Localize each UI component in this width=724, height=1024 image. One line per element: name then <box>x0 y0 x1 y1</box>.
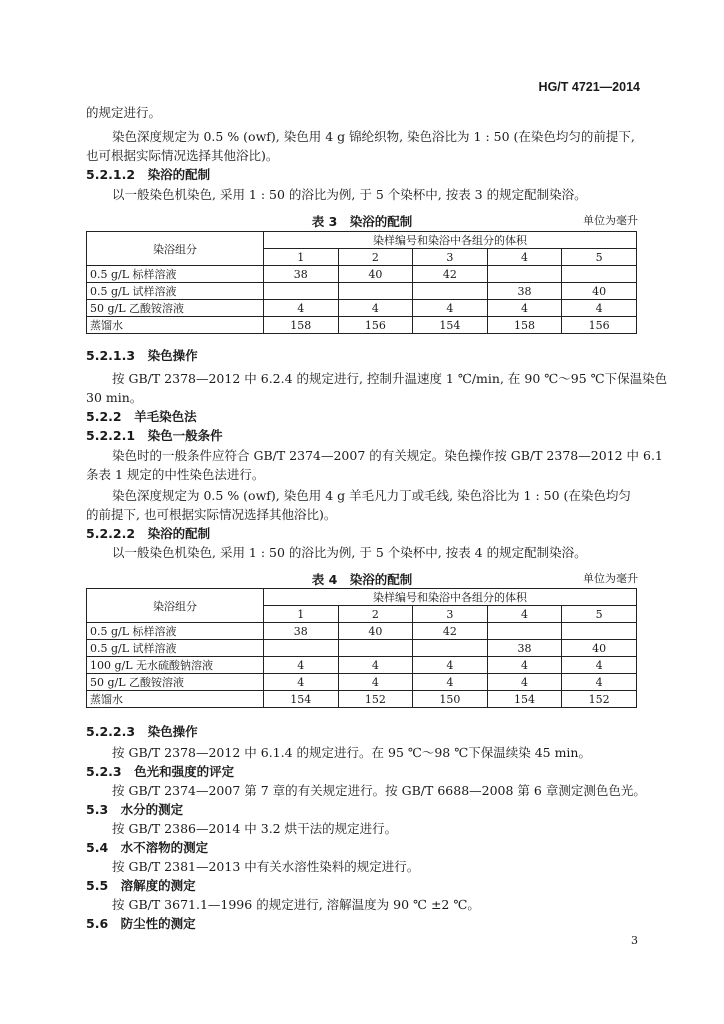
body-text: 也可根据实际情况选择其他浴比)。 <box>86 148 279 163</box>
column-number: 2 <box>338 249 413 266</box>
table-cell: 38 <box>264 266 339 283</box>
section-heading-5-2-2-2 <box>86 525 210 543</box>
body-text: 按 GB/T 3671.1—1996 的规定进行, 溶解温度为 90 ℃ ±2 ℃。 <box>112 897 480 912</box>
section-title: 染浴的配制 <box>147 167 211 182</box>
table-cell: 4 <box>413 300 488 317</box>
column-header: 染浴组分 <box>87 589 264 623</box>
table-cell: 42 <box>413 623 488 640</box>
section-heading-5-2-1-2 <box>86 166 210 184</box>
table-row <box>87 300 637 317</box>
table-title: 表 3 染浴的配制 <box>311 214 413 229</box>
section-title: 色光和强度的评定 <box>134 764 235 779</box>
table-cell: 4 <box>562 300 637 317</box>
row-label: 50 g/L 乙酸铵溶液 <box>87 300 264 317</box>
table-4 <box>86 588 637 708</box>
section-title: 染色一般条件 <box>147 428 223 443</box>
body-text: 30 min。 <box>86 390 143 405</box>
section-number: 5.2.2 <box>86 409 122 424</box>
section-number: 5.2.3 <box>86 764 122 779</box>
body-text: 按 GB/T 2378—2012 中 6.2.4 的规定进行, 控制升温速度 1 ℃/min, 在 90 ℃～95 ℃下保温染色 <box>112 371 668 386</box>
column-header: 染浴组分 <box>87 232 264 266</box>
table-cell: 42 <box>413 266 488 283</box>
section-heading-5-2-3 <box>86 763 234 781</box>
table-cell: 4 <box>562 657 637 674</box>
section-heading-5-3 <box>86 801 183 819</box>
section-title: 羊毛染色法 <box>134 409 197 424</box>
table-row <box>87 317 637 334</box>
body-text: 按 GB/T 2374—2007 第 7 章的有关规定进行。按 GB/T 6688—2008 第 6 章测定测色色光。 <box>112 783 646 798</box>
table-cell: 156 <box>338 317 413 334</box>
section-heading-5-5 <box>86 877 196 895</box>
table-cell: 150 <box>413 691 488 708</box>
table-cell: 38 <box>487 640 562 657</box>
table-cell <box>413 640 488 657</box>
section-title: 溶解度的测定 <box>120 878 196 893</box>
table-cell: 4 <box>264 300 339 317</box>
table-cell: 40 <box>338 266 413 283</box>
section-number: 5.6 <box>86 916 109 931</box>
table-cell: 4 <box>338 674 413 691</box>
row-label: 0.5 g/L 试样溶液 <box>87 283 264 300</box>
table-unit: 单位为毫升 <box>583 572 638 585</box>
body-text: 的前提下, 也可根据实际情况选择其他浴比)。 <box>86 507 337 522</box>
body-text: 以一般染色机染色, 采用 1 : 50 的浴比为例, 于 5 个染杯中, 按表 4 的规定配制染浴。 <box>112 545 587 560</box>
table-cell: 4 <box>487 674 562 691</box>
table-cell: 158 <box>487 317 562 334</box>
section-title: 水分的测定 <box>120 802 184 817</box>
table-cell: 156 <box>562 317 637 334</box>
table-cell: 40 <box>338 623 413 640</box>
table-cell: 4 <box>487 657 562 674</box>
section-number: 5.2.2.3 <box>86 724 136 739</box>
row-label: 0.5 g/L 标样溶液 <box>87 623 264 640</box>
body-text: 以一般染色机染色, 采用 1 : 50 的浴比为例, 于 5 个染杯中, 按表 3 的规定配制染浴。 <box>112 187 587 202</box>
section-number: 5.2.2.1 <box>86 428 136 443</box>
table-3 <box>86 231 637 334</box>
section-title: 防尘性的测定 <box>120 916 196 931</box>
column-number: 1 <box>264 249 339 266</box>
table-cell: 154 <box>264 691 339 708</box>
section-title: 染浴的配制 <box>147 526 211 541</box>
section-heading-5-6 <box>86 915 196 933</box>
table-cell <box>413 283 488 300</box>
table-cell: 4 <box>338 657 413 674</box>
page-number: 3 <box>631 934 638 947</box>
table-title: 表 4 染浴的配制 <box>311 572 413 587</box>
section-title: 染色操作 <box>147 348 198 363</box>
section-number: 5.2.1.3 <box>86 348 136 363</box>
table-cell: 152 <box>338 691 413 708</box>
table-row <box>87 640 637 657</box>
table-cell: 4 <box>338 300 413 317</box>
group-header: 染样编号和染浴中各组分的体积 <box>264 589 637 606</box>
section-title: 染色操作 <box>147 724 198 739</box>
table-cell: 154 <box>487 691 562 708</box>
table-cell: 38 <box>264 623 339 640</box>
table-row <box>87 266 637 283</box>
table-row <box>87 657 637 674</box>
table-cell <box>562 623 637 640</box>
body-text: 染色深度规定为 0.5 % (owf), 染色用 4 g 锦纶织物, 染色浴比为 1 : 50 (在染色均匀的前提下, <box>112 129 635 144</box>
row-label: 0.5 g/L 标样溶液 <box>87 266 264 283</box>
table-row <box>87 674 637 691</box>
table-row <box>87 623 637 640</box>
section-number: 5.2.1.2 <box>86 167 136 182</box>
row-label: 蒸馏水 <box>87 691 264 708</box>
body-text: 的规定进行。 <box>86 105 162 120</box>
table-unit: 单位为毫升 <box>583 214 638 227</box>
column-number: 2 <box>338 606 413 623</box>
section-title: 水不溶物的测定 <box>120 840 209 855</box>
row-label: 50 g/L 乙酸铵溶液 <box>87 674 264 691</box>
row-label: 100 g/L 无水硫酸钠溶液 <box>87 657 264 674</box>
column-number: 5 <box>562 606 637 623</box>
table-cell: 4 <box>487 300 562 317</box>
table-cell: 4 <box>264 674 339 691</box>
row-label: 0.5 g/L 试样溶液 <box>87 640 264 657</box>
table-cell <box>562 266 637 283</box>
column-number: 4 <box>487 249 562 266</box>
section-heading-5-2-2-3 <box>86 723 198 741</box>
body-text: 按 GB/T 2386—2014 中 3.2 烘干法的规定进行。 <box>112 821 398 836</box>
table-cell <box>338 283 413 300</box>
table-cell: 38 <box>487 283 562 300</box>
section-number: 5.2.2.2 <box>86 526 136 541</box>
group-header: 染样编号和染浴中各组分的体积 <box>264 232 637 249</box>
section-number: 5.5 <box>86 878 109 893</box>
document-id: HG/T 4721—2014 <box>538 80 640 94</box>
body-text: 按 GB/T 2378—2012 中 6.1.4 的规定进行。在 95 ℃～98 ℃下保温续染 45 min。 <box>112 745 591 760</box>
table-cell <box>487 623 562 640</box>
table-cell: 40 <box>562 283 637 300</box>
table-cell: 158 <box>264 317 339 334</box>
table-cell <box>338 640 413 657</box>
section-heading-5-2-2 <box>86 408 197 426</box>
table-cell: 154 <box>413 317 488 334</box>
column-number: 4 <box>487 606 562 623</box>
body-text: 染色深度规定为 0.5 % (owf), 染色用 4 g 羊毛凡力丁或毛线, 染色浴比为 1 : 50 (在染色均匀 <box>112 488 631 503</box>
column-number: 1 <box>264 606 339 623</box>
table-cell: 4 <box>562 674 637 691</box>
table-cell <box>487 266 562 283</box>
table-cell: 4 <box>413 674 488 691</box>
body-text: 按 GB/T 2381—2013 中有关水溶性染料的规定进行。 <box>112 859 420 874</box>
table-cell <box>264 283 339 300</box>
body-text: 染色时的一般条件应符合 GB/T 2374—2007 的有关规定。染色操作按 GB/T 2378—2012 中 6.1 <box>112 448 663 463</box>
table-cell: 152 <box>562 691 637 708</box>
table-row <box>87 691 637 708</box>
section-number: 5.4 <box>86 840 109 855</box>
table-cell <box>264 640 339 657</box>
table-cell: 40 <box>562 640 637 657</box>
table-cell: 4 <box>413 657 488 674</box>
table-row <box>87 283 637 300</box>
section-heading-5-2-2-1 <box>86 427 223 445</box>
section-heading-5-4 <box>86 839 208 857</box>
column-number: 3 <box>413 606 488 623</box>
column-number: 3 <box>413 249 488 266</box>
row-label: 蒸馏水 <box>87 317 264 334</box>
table-cell: 4 <box>264 657 339 674</box>
column-number: 5 <box>562 249 637 266</box>
body-text: 条表 1 规定的中性染色法进行。 <box>86 467 265 482</box>
section-heading-5-2-1-3 <box>86 347 198 365</box>
section-number: 5.3 <box>86 802 109 817</box>
